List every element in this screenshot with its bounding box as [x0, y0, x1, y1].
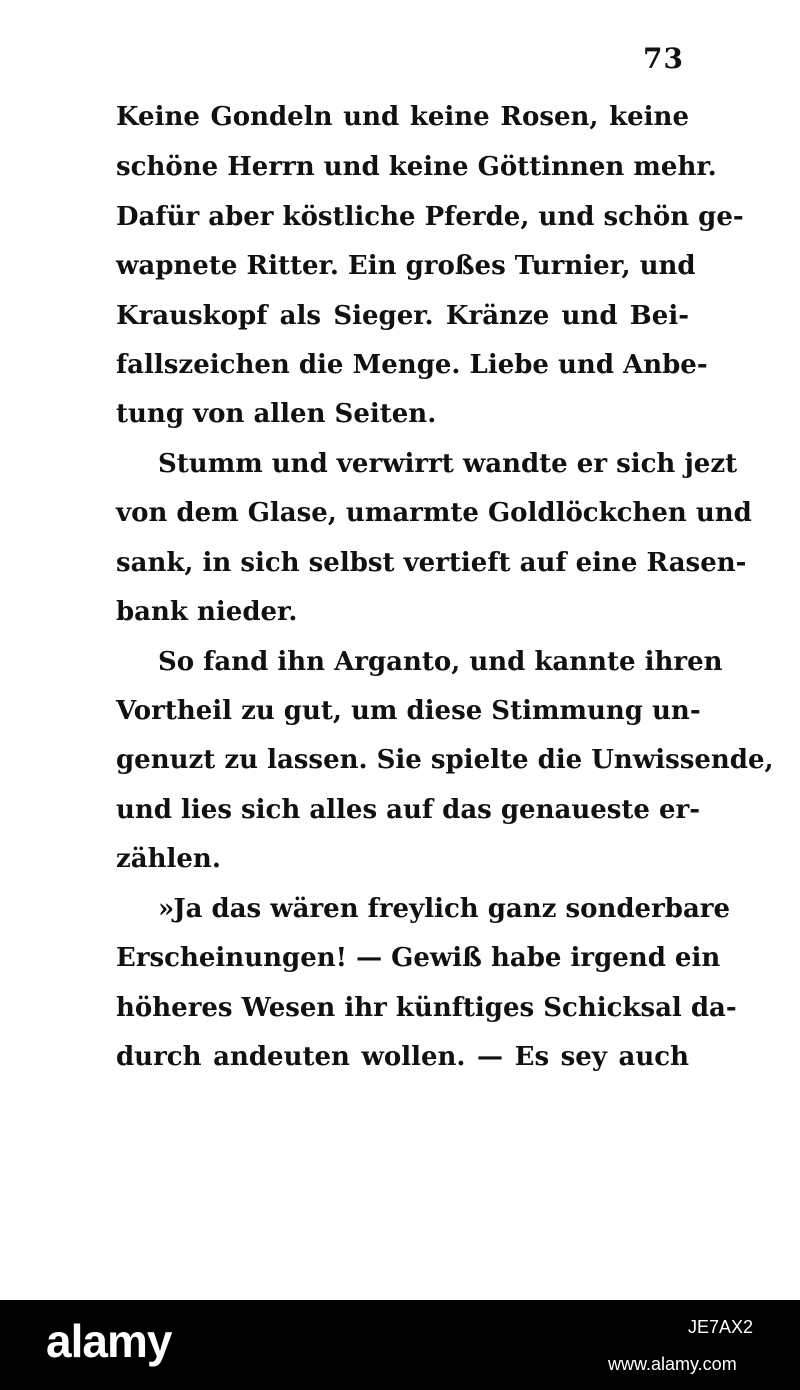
text-line: durch andeuten wollen. — Es sey auch	[116, 1042, 689, 1072]
page-number: 73	[643, 42, 684, 75]
text-line: höheres Wesen ihr künftiges Schicksal da-	[116, 993, 737, 1023]
alamy-logo: alamy	[46, 1315, 172, 1367]
text-line: von dem Glase, umarmte Goldlöckchen und	[116, 498, 752, 528]
watermark-footer	[0, 1300, 800, 1390]
image-id: JE7AX2	[688, 1317, 754, 1337]
text-line: und lies sich alles auf das genaueste er-	[116, 795, 701, 825]
text-line: Vortheil zu gut, um diese Stimmung un-	[116, 696, 701, 726]
text-line: »Ja das wären freylich ganz sonderbare	[158, 894, 731, 924]
text-line: bank nieder.	[116, 597, 298, 627]
text-line: wapnete Ritter. Ein großes Turnier, und	[116, 251, 696, 281]
text-line: sank, in sich selbst vertieft auf eine Rasen-	[116, 548, 747, 578]
text-line: Stumm und verwirrt wandte er sich jezt	[158, 449, 738, 479]
site-url: www.alamy.com	[608, 1354, 737, 1374]
text-line: Keine Gondeln und keine Rosen, keine	[116, 102, 689, 132]
text-line: So fand ihn Arganto, und kannte ihren	[158, 647, 723, 677]
text-line: tung von allen Seiten.	[116, 399, 437, 429]
text-line: fallszeichen die Menge. Liebe und Anbe-	[116, 350, 708, 380]
text-line: schöne Herrn und keine Göttinnen mehr.	[116, 152, 717, 182]
text-line: genuzt zu lassen. Sie spielte die Unwissende,	[116, 745, 774, 775]
text-line: zählen.	[116, 844, 221, 874]
text-line: Dafür aber köstliche Pferde, und schön ge-	[116, 202, 744, 232]
text-line: Erscheinungen! — Gewiß habe irgend ein	[116, 943, 721, 973]
text-line: Krauskopf als Sieger. Kränze und Bei-	[116, 301, 689, 331]
